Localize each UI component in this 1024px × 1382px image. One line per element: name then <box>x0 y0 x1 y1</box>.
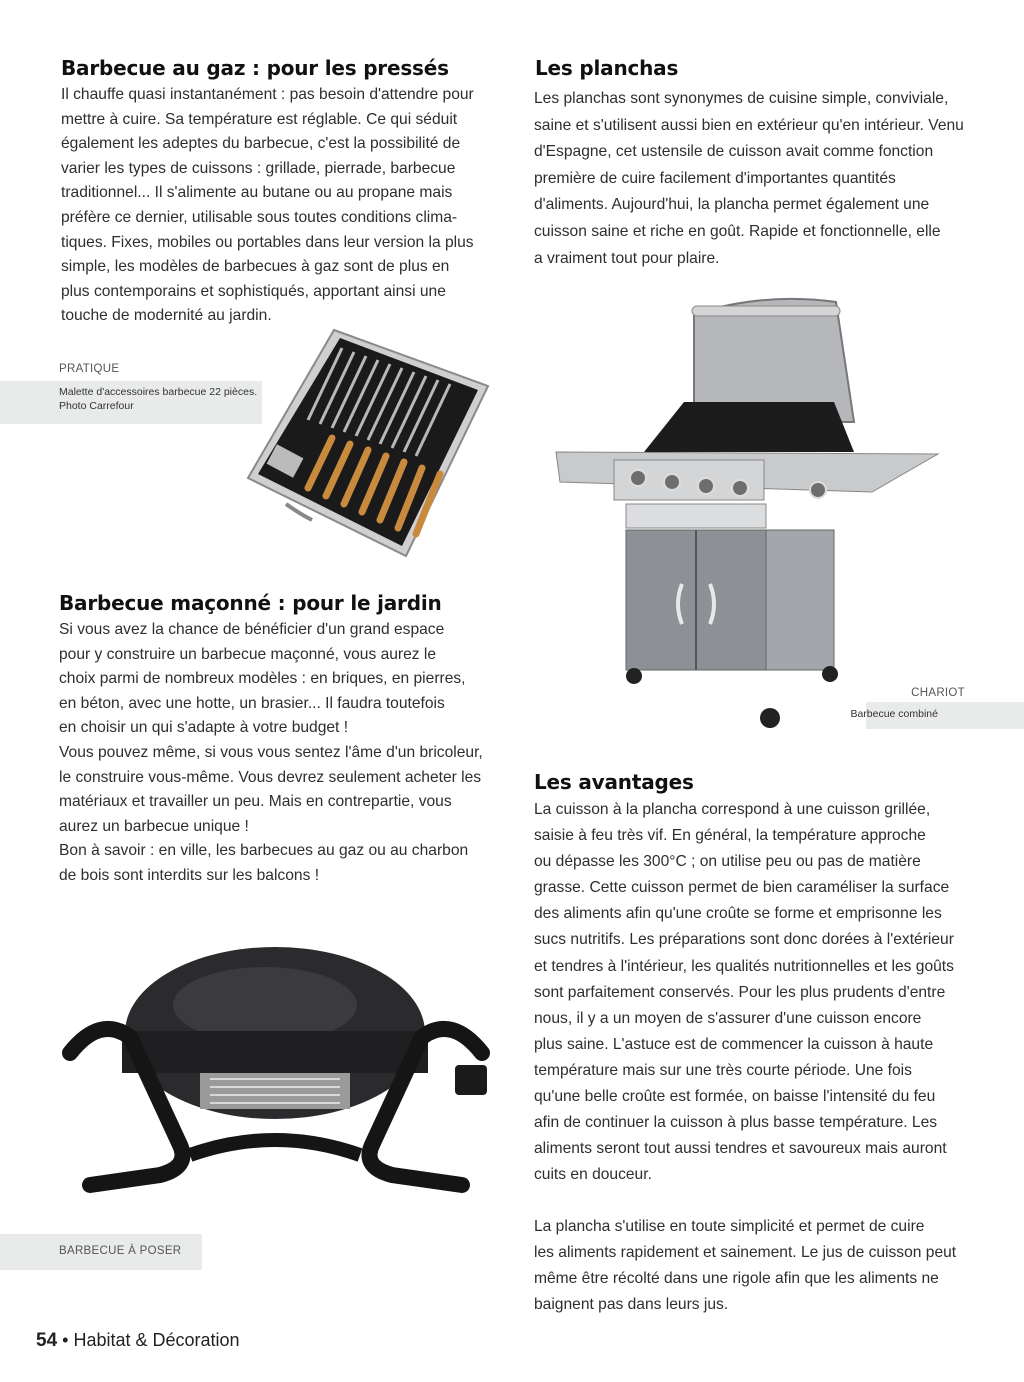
paragraph-barbecue-gaz <box>61 83 492 329</box>
text-line: La cuisson à la plancha correspond à une cuisson grillée, <box>534 801 931 818</box>
text-line: a vraiment tout pour plaire. <box>534 249 720 267</box>
photo-tabletop-barbecue <box>60 945 492 1200</box>
text-line: et tendres à l'intérieur, les qualités nutritionnelles et les goûts <box>534 957 954 975</box>
text-line: aurez un barbecue unique ! <box>59 817 249 835</box>
text-line: Les planchas sont synonymes de cuisine simple, conviviale, <box>534 90 949 107</box>
text-line: Bon à savoir : en ville, les barbecues au gaz ou au charbon <box>59 842 469 860</box>
text-line: préfère ce dernier, utilisable sous toutes conditions clima- <box>61 208 458 226</box>
text-line: La plancha s'utilise en toute simplicité et permet de cuire <box>534 1218 925 1235</box>
paragraph-avantages <box>534 797 965 1188</box>
heading-avantages: Les avantages <box>534 770 694 794</box>
text-line: afin de continuer la cuisson à plus basse température. Les <box>534 1114 938 1132</box>
text-line: mettre à cuire. Sa température est réglable. Ce qui séduit <box>61 110 458 128</box>
photo-cart-barbecue <box>554 292 940 732</box>
paragraph-avantages-2 <box>534 1214 965 1318</box>
text-line: aliments seront tout aussi tendres et savoureux mais auront <box>534 1140 947 1158</box>
text-line: plus contemporains et sophistiqués, apportant ainsi une <box>61 282 446 300</box>
photo-accessory-case <box>246 328 491 560</box>
text-line: saisie à feu très vif. En général, la température approche <box>534 827 926 845</box>
text-line: même être récolté dans une rigole afin que les aliments ne <box>534 1270 939 1288</box>
text-line: cuits en douceur. <box>534 1166 652 1184</box>
text-line: varier les types de cuissons : grillade, pierrade, barbecue <box>61 159 456 177</box>
text-line: ou dépasse les 300°C ; on utilise peu ou pas de matière <box>534 853 921 871</box>
text-line: touche de modernité au jardin. <box>61 307 272 325</box>
text-line: d'aliments. Aujourd'hui, la plancha permet également une <box>534 196 930 214</box>
text-line: baignent pas dans leurs jus. <box>534 1296 729 1314</box>
text-line: matériaux et travailler un peu. Mais en contrepartie, vous <box>59 793 452 811</box>
text-line: le construire vous-même. Vous devrez seulement acheter les <box>59 768 482 786</box>
page-footer <box>36 1330 240 1352</box>
heading-barbecue-maconne: Barbecue maçonné : pour le jardin <box>59 591 442 615</box>
heading-planchas: Les planchas <box>535 56 679 80</box>
text-line: grasse. Cette cuisson permet de bien caraméliser la surface <box>534 879 950 897</box>
text-line: Il chauffe quasi instantanément : pas besoin d'attendre pour <box>61 86 474 103</box>
text-line: première de cuire facilement d'importantes quantités <box>534 169 896 187</box>
text-line: nous, il y a un moyen de s'assurer d'une cuisson encore <box>534 1009 922 1027</box>
text-line: tiques. Fixes, mobiles ou portables dans leur version la plus <box>61 233 474 251</box>
caption-title-pratique: PRATIQUE <box>59 363 120 375</box>
heading-barbecue-gaz: Barbecue au gaz : pour les pressés <box>61 56 449 80</box>
text-line: de bois sont interdits sur les balcons ! <box>59 866 320 884</box>
page-number: 54 <box>36 1330 58 1351</box>
caption-title-poser: BARBECUE À POSER <box>59 1245 182 1257</box>
text-line: pour y construire un barbecue maçonné, vous aurez le <box>59 645 437 663</box>
caption-text-pratique <box>59 385 257 413</box>
text-line: Vous pouvez même, si vous vous sentez l'âme d'un bricoleur, <box>59 743 483 761</box>
text-line: simple, les modèles de barbecues à gaz sont de plus en <box>61 258 450 276</box>
text-line: traditionnel... Il s'alimente au butane ou au propane mais <box>61 184 453 202</box>
paragraph-planchas <box>534 86 965 272</box>
text-line: des aliments afin qu'une croûte se forme et emprisonne les <box>534 905 942 923</box>
caption-line: Malette d'accessoires barbecue 22 pièces. <box>59 386 258 398</box>
text-line: plus saine. L'astuce est de commencer la cuisson à haute <box>534 1035 934 1053</box>
caption-text-chariot: Barbecue combiné <box>850 708 938 720</box>
text-line: Si vous avez la chance de bénéficier d'un grand espace <box>59 621 445 638</box>
footer-separator: • <box>62 1330 69 1350</box>
caption-title-chariot: CHARIOT <box>911 687 965 699</box>
text-line: les aliments rapidement et sainement. Le jus de cuisson peut <box>534 1244 957 1262</box>
text-line: en choisir un qui s'adapte à votre budget ! <box>59 719 349 737</box>
text-line: en béton, avec une hotte, un brasier... Il faudra toutefois <box>59 694 445 712</box>
magazine-name: Habitat & Décoration <box>73 1330 240 1350</box>
text-line: sucs nutritifs. Les préparations sont donc dorées à l'extérieur <box>534 931 954 949</box>
text-line: température mais sur une très courte période. Une fois <box>534 1061 912 1079</box>
text-line: qu'une belle croûte est formée, on baisse l'intensité du feu <box>534 1088 936 1106</box>
caption-line: Photo Carrefour <box>59 400 134 412</box>
text-line: sont parfaitement conservés. Pour les plus prudents d'entre <box>534 983 946 1001</box>
text-line: cuisson saine et riche en goût. Rapide et fonctionnelle, elle <box>534 222 941 240</box>
text-line: également les adeptes du barbecue, c'est la possibilité de <box>61 135 461 153</box>
text-line: d'Espagne, cet ustensile de cuisson avait comme fonction <box>534 143 934 161</box>
text-line: saine et s'utilisent aussi bien en extérieur qu'en intérieur. Venu <box>534 116 964 134</box>
paragraph-barbecue-maconne <box>59 618 490 889</box>
text-line: choix parmi de nombreux modèles : en briques, en pierres, <box>59 670 466 688</box>
